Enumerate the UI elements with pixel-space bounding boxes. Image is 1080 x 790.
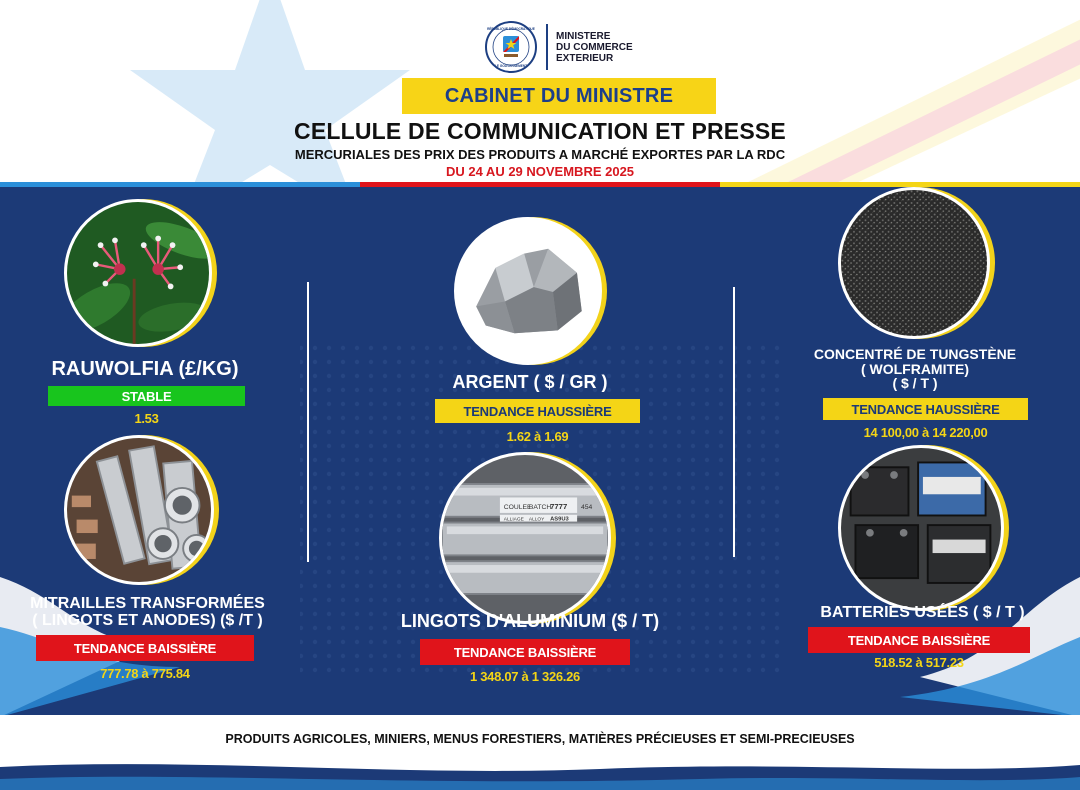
rauwolfia-image [64,199,212,347]
aluminium-price: 1 348.07 à 1 326.26 [470,669,580,684]
ingot-text-alloy: ALLOY [528,517,545,523]
ingot-text-batch: BATCH [528,504,552,512]
date-range: DU 24 AU 29 NOVEMBRE 2025 [445,164,635,179]
column-divider-left [307,282,309,562]
tungstene-trend-badge: TENDANCE HAUSSIÈRE [823,398,1028,420]
mitrailles-image [64,435,214,585]
svg-text:LE GOUVERNEMENT: LE GOUVERNEMENT [494,64,528,68]
batteries-title: BATTERIES USÉES ( $ / T ) [820,604,1025,621]
rauwolfia-title: RAUWOLFIA (£/KG) [51,358,239,380]
scrap-metal-icon [67,438,211,582]
batteries-price: 518.52 à 517.23 [874,655,964,670]
ingot-text-coulee: COULEE [503,504,532,512]
argent-trend-badge: TENDANCE HAUSSIÈRE [435,399,640,423]
tungstene-title-line2: ( WOLFRAMITE) [860,360,970,377]
mitrailles-price: 777.78 à 775.84 [100,666,190,681]
column-divider-right [733,287,735,557]
ingot-text-alliage: ALLIAGE [503,517,524,523]
footer-wave-decoration [0,757,1080,790]
cabinet-title: CABINET DU MINISTRE [444,84,674,107]
rauwolfia-flower-icon [67,202,209,344]
ingot-text-7777: 7777 [550,502,568,512]
page-title: CELLULE DE COMMUNICATION ET PRESSE [294,118,786,144]
tungstene-price: 14 100,00 à 14 220,00 [863,425,988,440]
aluminium-title: LINGOTS D'ALUMINIUM ($ / T) [400,611,660,631]
silver-ore-icon [457,220,599,362]
argent-price: 1.62 à 1.69 [506,429,569,444]
batteries-trend-badge: TENDANCE BAISSIÈRE [808,627,1030,653]
svg-text:RÉPUBLIQUE DÉMOCRATIQUE: RÉPUBLIQUE DÉMOCRATIQUE [487,27,535,31]
batteries-image [838,445,1004,611]
aluminium-ingots-icon [442,455,608,621]
cabinet-banner [402,78,716,114]
mitrailles-title-line2: ( LINGOTS ET ANODES) ($ /T ) [32,611,263,629]
aluminium-image [439,452,611,624]
ministry-line-3: EXTERIEUR [556,52,614,64]
tungstene-image [838,187,990,339]
header [0,0,1080,186]
ministry-line-2: DU COMMERCE [556,41,633,53]
page-subtitle: MERCURIALES DES PRIX DES PRODUITS A MARCHÉ EXPORTES PAR LA RDC [294,147,786,162]
logo-divider [546,24,548,70]
aluminium-trend-badge: TENDANCE BAISSIÈRE [420,639,630,665]
ministry-line-1: MINISTERE [556,30,611,42]
rauwolfia-trend-badge: STABLE [48,386,245,406]
ministry-name [556,31,646,64]
argent-title: ARGENT ( $ / GR ) [452,372,608,392]
rauwolfia-price: 1.53 [134,411,159,426]
footer [0,715,1080,790]
tungstene-title [790,347,1040,391]
rdc-emblem-icon [484,20,538,74]
ingot-text-alloy-code: AS9U3 [550,516,569,523]
argent-image [454,217,602,365]
tungstene-title-line1: CONCENTRÉ DE TUNGSTÈNE [813,346,1017,362]
mitrailles-trend-badge: TENDANCE BAISSIÈRE [36,635,254,661]
ministry-logo [484,20,646,74]
footer-categories: PRODUITS AGRICOLES, MINIERS, MENUS FORESTIERS, MATIÈRES PRÉCIEUSES ET SEMI-PRECIEUSES [225,732,855,746]
prices-panel [0,187,1080,715]
tungstene-title-line3: ( $ / T ) [892,375,938,392]
mitrailles-title [10,596,285,630]
mitrailles-title-line1: MITRAILLES TRANSFORMÉES [30,595,265,612]
ingot-text-454: 454 [580,504,593,512]
tungsten-concentrate-icon [841,190,987,336]
used-batteries-icon [841,448,1001,608]
